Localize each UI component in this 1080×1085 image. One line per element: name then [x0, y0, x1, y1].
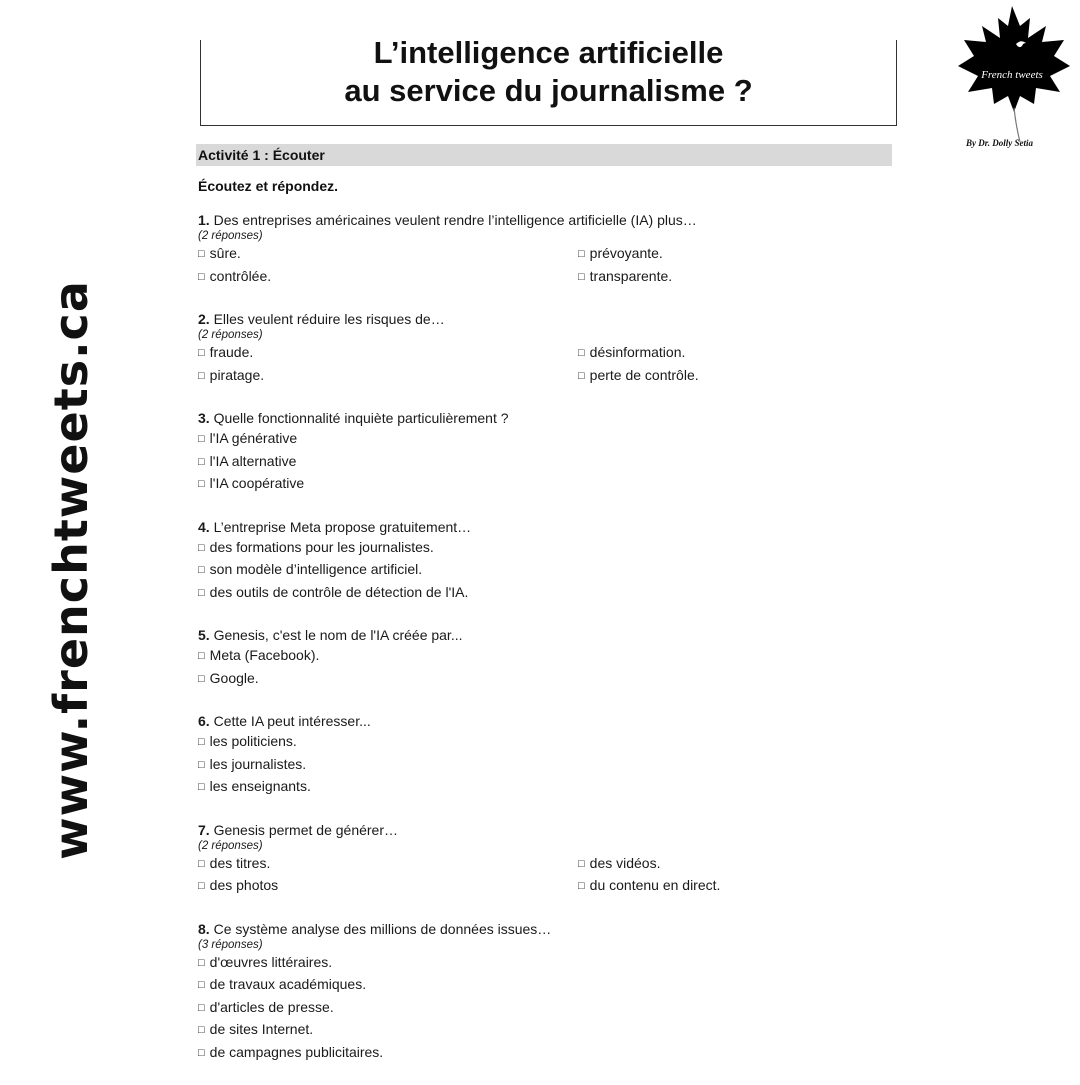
question-number: 8.	[198, 920, 210, 937]
answer-option-label: des outils de contrôle de détection de l'IA.	[209, 583, 469, 600]
checkbox-icon[interactable]: □	[198, 433, 205, 445]
answer-option-label: sûre.	[209, 245, 241, 261]
answer-option-label: des titres.	[209, 854, 271, 871]
checkbox-icon[interactable]: □	[578, 270, 585, 283]
answer-option-label: l'IA générative	[209, 430, 298, 446]
answer-count-note: (2 réponses)	[198, 839, 263, 852]
worksheet-title-box	[200, 35, 897, 126]
answer-options	[198, 537, 888, 605]
answer-option[interactable]	[198, 559, 888, 582]
answer-option[interactable]	[198, 952, 888, 975]
checkbox-icon[interactable]: □	[198, 956, 205, 969]
question-prompt	[198, 625, 888, 645]
answer-option-label: des photos	[209, 877, 279, 893]
answer-option[interactable]	[198, 342, 578, 365]
answer-option[interactable]	[578, 266, 878, 289]
answer-option[interactable]	[198, 731, 888, 754]
instruction-text: Écoutez et répondez.	[198, 178, 339, 194]
answer-option[interactable]	[198, 582, 888, 605]
answer-option-label: piratage.	[209, 366, 265, 383]
answer-option[interactable]	[198, 537, 888, 560]
question-text: Quelle fonctionnalité inquiète particulièrement ?	[213, 410, 509, 426]
question-prompt	[198, 210, 888, 230]
answer-option[interactable]	[198, 875, 578, 898]
answer-option-label: Google.	[209, 669, 259, 686]
maple-leaf-stem	[1014, 108, 1020, 142]
logo-caption: By Dr. Dolly Setia	[966, 138, 1033, 148]
answer-option[interactable]	[198, 997, 888, 1020]
answer-option-label: d'œuvres littéraires.	[209, 953, 333, 970]
checkbox-icon[interactable]: □	[578, 857, 585, 870]
checkbox-icon[interactable]: □	[198, 650, 205, 662]
question-3	[198, 408, 888, 496]
answer-option-label: de travaux académiques.	[209, 976, 367, 992]
answer-option[interactable]	[198, 853, 578, 876]
answer-option-label: les journalistes.	[209, 755, 307, 772]
checkbox-icon[interactable]: □	[198, 347, 205, 359]
activity-header: Activité 1 : Écouter	[196, 144, 892, 166]
question-text: Elles veulent réduire les risques de…	[213, 311, 445, 327]
checkbox-icon[interactable]: □	[198, 672, 205, 685]
question-number: 1.	[198, 212, 210, 228]
question-5	[198, 625, 888, 690]
answer-option[interactable]	[198, 974, 888, 997]
checkbox-icon[interactable]: □	[198, 541, 205, 554]
answer-option[interactable]	[198, 243, 578, 266]
maple-leaf-shape	[958, 6, 1070, 112]
answer-options	[198, 952, 888, 1065]
answer-option[interactable]	[198, 754, 888, 777]
question-text: L’entreprise Meta propose gratuitement…	[213, 518, 472, 535]
question-text: Des entreprises américaines veulent rendre l’intelligence artificielle (IA) plus…	[213, 212, 697, 228]
question-prompt	[198, 309, 888, 329]
answer-option-label: des formations pour les journalistes.	[209, 538, 434, 555]
checkbox-icon[interactable]: □	[198, 564, 205, 576]
question-6	[198, 711, 888, 799]
checkbox-icon[interactable]: □	[198, 1046, 205, 1059]
question-text: Genesis, c'est le nom de l'IA créée par...	[213, 627, 463, 643]
answer-option[interactable]	[578, 342, 878, 365]
answer-option-label: son modèle d’intelligence artificiel.	[209, 561, 423, 577]
title-line-2: au service du journalisme ?	[344, 73, 753, 108]
checkbox-icon[interactable]: □	[198, 857, 205, 870]
checkbox-icon[interactable]: □	[198, 1024, 205, 1036]
checkbox-icon[interactable]: □	[198, 758, 205, 771]
answer-options	[198, 428, 888, 496]
answer-option-label: de sites Internet.	[209, 1021, 314, 1037]
checkbox-icon[interactable]: □	[578, 880, 585, 892]
answer-option-label: les politiciens.	[209, 733, 297, 749]
checkbox-icon[interactable]: □	[198, 455, 205, 468]
checkbox-icon[interactable]: □	[198, 736, 205, 748]
checkbox-icon[interactable]: □	[198, 1001, 205, 1014]
checkbox-icon[interactable]: □	[198, 586, 205, 599]
question-8	[198, 919, 888, 1065]
answer-option-label: fraude.	[209, 344, 254, 360]
question-7	[198, 820, 888, 898]
question-number: 6.	[198, 713, 210, 729]
answer-option[interactable]	[578, 875, 878, 898]
checkbox-icon[interactable]: □	[578, 248, 585, 260]
question-number: 2.	[198, 311, 210, 327]
question-prompt	[198, 408, 888, 428]
answer-options	[198, 853, 888, 898]
website-url-text: www.frenchtweets.ca	[44, 280, 98, 860]
answer-option-label: désinformation.	[589, 344, 686, 360]
answer-option[interactable]	[198, 266, 578, 289]
logo-text: French tweets	[981, 69, 1043, 81]
checkbox-icon[interactable]: □	[198, 369, 205, 382]
answer-option[interactable]	[198, 428, 888, 451]
answer-option[interactable]	[198, 776, 888, 799]
question-prompt	[198, 919, 888, 939]
answer-option[interactable]	[578, 853, 878, 876]
answer-count-note: (2 réponses)	[198, 230, 263, 242]
answer-option[interactable]	[198, 668, 888, 691]
answer-option-label: prévoyante.	[589, 245, 663, 261]
question-text: Cette IA peut intéresser...	[213, 713, 371, 729]
answer-option[interactable]	[198, 645, 888, 668]
answer-option-label: d'articles de presse.	[209, 998, 334, 1015]
question-prompt	[198, 820, 888, 840]
question-number: 5.	[198, 627, 210, 643]
answer-option[interactable]	[198, 473, 888, 496]
answer-option-label: transparente.	[589, 267, 673, 284]
answer-options	[198, 342, 888, 387]
checkbox-icon[interactable]: □	[578, 369, 585, 382]
checkbox-icon[interactable]: □	[198, 781, 205, 793]
website-url-vertical	[42, 255, 100, 885]
answer-option-label: les enseignants.	[209, 778, 311, 794]
answer-option[interactable]	[198, 451, 888, 474]
answer-option-label: du contenu en direct.	[589, 877, 721, 893]
answer-option-label: l'IA alternative	[209, 452, 297, 469]
answer-options	[198, 243, 888, 288]
answer-option[interactable]	[198, 1019, 888, 1042]
question-list	[198, 210, 888, 1085]
answer-count-note: (2 réponses)	[198, 329, 263, 341]
answer-option-label: de campagnes publicitaires.	[209, 1043, 384, 1060]
checkbox-icon[interactable]: □	[198, 880, 205, 892]
checkbox-icon[interactable]: □	[198, 248, 205, 260]
answer-options	[198, 645, 888, 690]
checkbox-icon[interactable]: □	[198, 270, 205, 283]
question-text: Ce système analyse des millions de données issues…	[213, 920, 552, 937]
question-number: 4.	[198, 518, 210, 535]
question-2	[198, 309, 888, 387]
question-4	[198, 517, 888, 605]
answer-option-label: contrôlée.	[209, 267, 272, 284]
question-1	[198, 210, 888, 288]
answer-option[interactable]	[578, 243, 878, 266]
answer-option[interactable]	[198, 365, 578, 388]
answer-option-label: des vidéos.	[589, 854, 661, 871]
question-prompt	[198, 711, 888, 731]
checkbox-icon[interactable]: □	[198, 979, 205, 991]
answer-options	[198, 731, 888, 799]
answer-option-label: Meta (Facebook).	[209, 647, 320, 663]
answer-option-label: perte de contrôle.	[589, 366, 699, 383]
question-text: Genesis permet de générer…	[213, 821, 399, 838]
answer-option[interactable]	[198, 1042, 888, 1065]
maple-leaf-icon	[950, 4, 1075, 144]
answer-option[interactable]	[578, 365, 878, 388]
answer-count-note: (3 réponses)	[198, 938, 263, 951]
question-prompt	[198, 517, 888, 537]
checkbox-icon[interactable]: □	[198, 478, 205, 490]
question-number: 7.	[198, 821, 210, 838]
question-number: 3.	[198, 410, 210, 426]
checkbox-icon[interactable]: □	[578, 347, 585, 359]
answer-option-label: l'IA coopérative	[209, 475, 305, 491]
title-line-1: L’intelligence artificielle	[373, 35, 724, 70]
